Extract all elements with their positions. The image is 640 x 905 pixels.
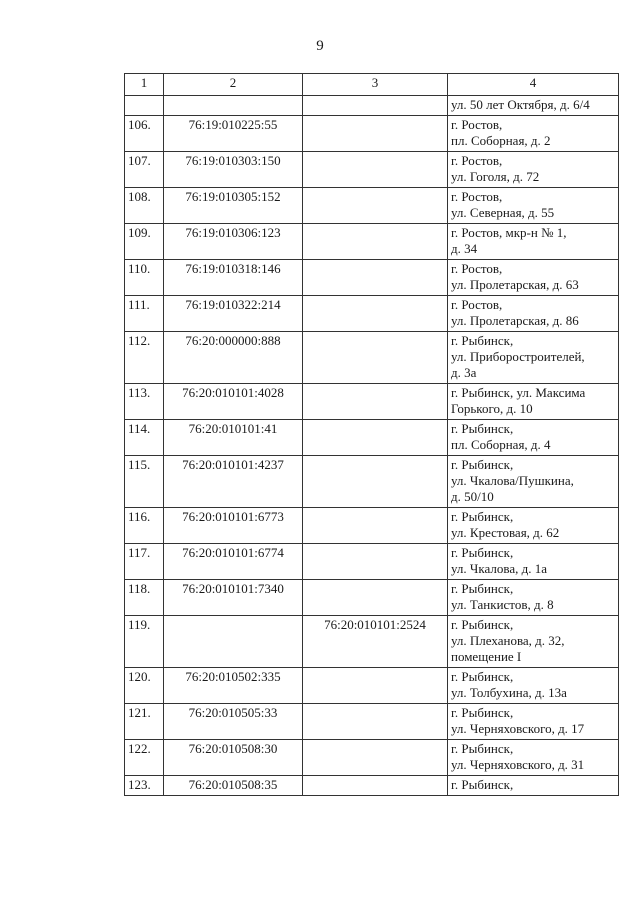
row-number: 108. [125, 188, 164, 224]
address-line: ул. Чкалова/Пушкина, [451, 473, 574, 488]
address-cell [448, 740, 619, 776]
address-line: г. Ростов, [451, 117, 503, 132]
address-cell [448, 776, 619, 796]
address-cell [448, 580, 619, 616]
cadastral-number-col3 [303, 580, 448, 616]
table-row [125, 260, 619, 296]
address-cell [448, 296, 619, 332]
column-header-1: 1 [125, 74, 164, 96]
address-line: г. Ростов, [451, 297, 503, 312]
row-number: 114. [125, 420, 164, 456]
cadastral-number-col3 [303, 544, 448, 580]
address-cell [448, 224, 619, 260]
address-cell [448, 116, 619, 152]
cadastral-number-col3 [303, 420, 448, 456]
cadastral-number-col2: 76:20:010502:335 [164, 668, 303, 704]
table-row [125, 188, 619, 224]
table-row [125, 456, 619, 508]
row-number: 120. [125, 668, 164, 704]
table-row [125, 420, 619, 456]
row-number: 112. [125, 332, 164, 384]
row-number: 107. [125, 152, 164, 188]
address-line: г. Ростов, [451, 153, 503, 168]
address-line: г. Рыбинск, [451, 777, 514, 792]
address-line: ул. 50 лет Октября, д. 6/4 [451, 97, 590, 112]
address-cell [448, 384, 619, 420]
table-row [125, 740, 619, 776]
row-number: 117. [125, 544, 164, 580]
cadastral-number-col3 [303, 152, 448, 188]
table-row [125, 616, 619, 668]
cadastral-number-col2 [164, 616, 303, 668]
table-row [125, 296, 619, 332]
cadastral-number-col2: 76:20:010101:6773 [164, 508, 303, 544]
address-line: г. Ростов, мкр-н № 1, [451, 225, 567, 240]
table-row [125, 704, 619, 740]
cadastral-number-col3 [303, 260, 448, 296]
cadastral-number-col3: 76:20:010101:2524 [303, 616, 448, 668]
address-cell [448, 668, 619, 704]
address-line: г. Ростов, [451, 189, 503, 204]
address-line: г. Рыбинск, ул. Максима [451, 385, 586, 400]
address-cell [448, 332, 619, 384]
table-row [125, 224, 619, 260]
address-line: г. Рыбинск, [451, 545, 514, 560]
address-cell [448, 152, 619, 188]
cadastral-number-col2: 76:20:010101:4028 [164, 384, 303, 420]
cadastral-number-col2: 76:20:010101:7340 [164, 580, 303, 616]
address-cell [448, 188, 619, 224]
cadastral-number-col2: 76:20:010508:30 [164, 740, 303, 776]
address-line: ул. Чкалова, д. 1а [451, 561, 547, 576]
table-body [125, 96, 619, 796]
row-number: 118. [125, 580, 164, 616]
row-number: 116. [125, 508, 164, 544]
cadastral-number-col2: 76:20:010101:4237 [164, 456, 303, 508]
cadastral-number-col2: 76:19:010318:146 [164, 260, 303, 296]
row-number: 119. [125, 616, 164, 668]
cadastral-number-col2: 76:20:010101:41 [164, 420, 303, 456]
address-cell [448, 616, 619, 668]
address-line: г. Рыбинск, [451, 509, 514, 524]
table-row [125, 332, 619, 384]
cadastral-number-col2: 76:19:010322:214 [164, 296, 303, 332]
row-number: 115. [125, 456, 164, 508]
address-line: пл. Соборная, д. 2 [451, 133, 551, 148]
address-line: ул. Черняховского, д. 17 [451, 721, 585, 736]
cadastral-number-col3 [303, 384, 448, 420]
row-number: 110. [125, 260, 164, 296]
cadastral-number-col3 [303, 224, 448, 260]
address-cell [448, 704, 619, 740]
cadastral-number-col3 [303, 508, 448, 544]
page-number: 9 [316, 38, 324, 54]
table-row [125, 668, 619, 704]
cadastral-number-col2: 76:19:010303:150 [164, 152, 303, 188]
row-number: 113. [125, 384, 164, 420]
address-line: г. Рыбинск, [451, 705, 514, 720]
address-line: г. Рыбинск, [451, 581, 514, 596]
table-row [125, 384, 619, 420]
address-line: ул. Толбухина, д. 13а [451, 685, 567, 700]
table-row [125, 152, 619, 188]
cadastral-number-col2: 76:20:010505:33 [164, 704, 303, 740]
address-line: д. 3а [451, 365, 477, 380]
address-cell [448, 420, 619, 456]
address-line: г. Рыбинск, [451, 741, 514, 756]
row-number: 106. [125, 116, 164, 152]
address-line: Горького, д. 10 [451, 401, 533, 416]
address-line: г. Ростов, [451, 261, 503, 276]
address-line: ул. Гоголя, д. 72 [451, 169, 540, 184]
cadastral-number-col3 [303, 668, 448, 704]
address-line: ул. Северная, д. 55 [451, 205, 555, 220]
address-cell [448, 456, 619, 508]
column-header-3: 3 [303, 74, 448, 96]
address-line: г. Рыбинск, [451, 421, 514, 436]
address-line: ул. Пролетарская, д. 86 [451, 313, 579, 328]
table-row [125, 580, 619, 616]
table-row [125, 116, 619, 152]
cadastral-number-col3 [303, 776, 448, 796]
address-line: ул. Танкистов, д. 8 [451, 597, 554, 612]
cadastral-number-col2: 76:19:010225:55 [164, 116, 303, 152]
cadastral-number-col2: 76:20:000000:888 [164, 332, 303, 384]
address-line: г. Рыбинск, [451, 669, 514, 684]
cadastral-number-col3 [303, 740, 448, 776]
cadastral-number-col3 [303, 96, 448, 116]
address-line: г. Рыбинск, [451, 457, 514, 472]
table-row [125, 544, 619, 580]
row-number: 123. [125, 776, 164, 796]
row-number [125, 96, 164, 116]
registry-table [124, 73, 619, 796]
address-line: ул. Приборостроителей, [451, 349, 585, 364]
address-cell [448, 260, 619, 296]
cadastral-number-col3 [303, 332, 448, 384]
cadastral-number-col2: 76:20:010101:6774 [164, 544, 303, 580]
cadastral-number-col3 [303, 456, 448, 508]
address-line: д. 50/10 [451, 489, 494, 504]
table-row [125, 96, 619, 116]
address-line: помещение I [451, 649, 522, 664]
cadastral-number-col2 [164, 96, 303, 116]
row-number: 122. [125, 740, 164, 776]
address-cell [448, 508, 619, 544]
cadastral-number-col3 [303, 704, 448, 740]
address-line: ул. Плеханова, д. 32, [451, 633, 565, 648]
address-line: пл. Соборная, д. 4 [451, 437, 551, 452]
address-line: ул. Пролетарская, д. 63 [451, 277, 579, 292]
address-line: ул. Крестовая, д. 62 [451, 525, 560, 540]
row-number: 109. [125, 224, 164, 260]
header-row [125, 74, 619, 96]
row-number: 111. [125, 296, 164, 332]
address-cell [448, 96, 619, 116]
cadastral-number-col3 [303, 296, 448, 332]
cadastral-number-col2: 76:20:010508:35 [164, 776, 303, 796]
cadastral-number-col3 [303, 116, 448, 152]
address-line: д. 34 [451, 241, 478, 256]
address-line: г. Рыбинск, [451, 333, 514, 348]
address-line: ул. Черняховского, д. 31 [451, 757, 585, 772]
column-header-4: 4 [448, 74, 619, 96]
cadastral-number-col2: 76:19:010305:152 [164, 188, 303, 224]
address-cell [448, 544, 619, 580]
cadastral-number-col3 [303, 188, 448, 224]
table-row [125, 776, 619, 796]
column-header-2: 2 [164, 74, 303, 96]
row-number: 121. [125, 704, 164, 740]
address-line: г. Рыбинск, [451, 617, 514, 632]
table-row [125, 508, 619, 544]
cadastral-number-col2: 76:19:010306:123 [164, 224, 303, 260]
